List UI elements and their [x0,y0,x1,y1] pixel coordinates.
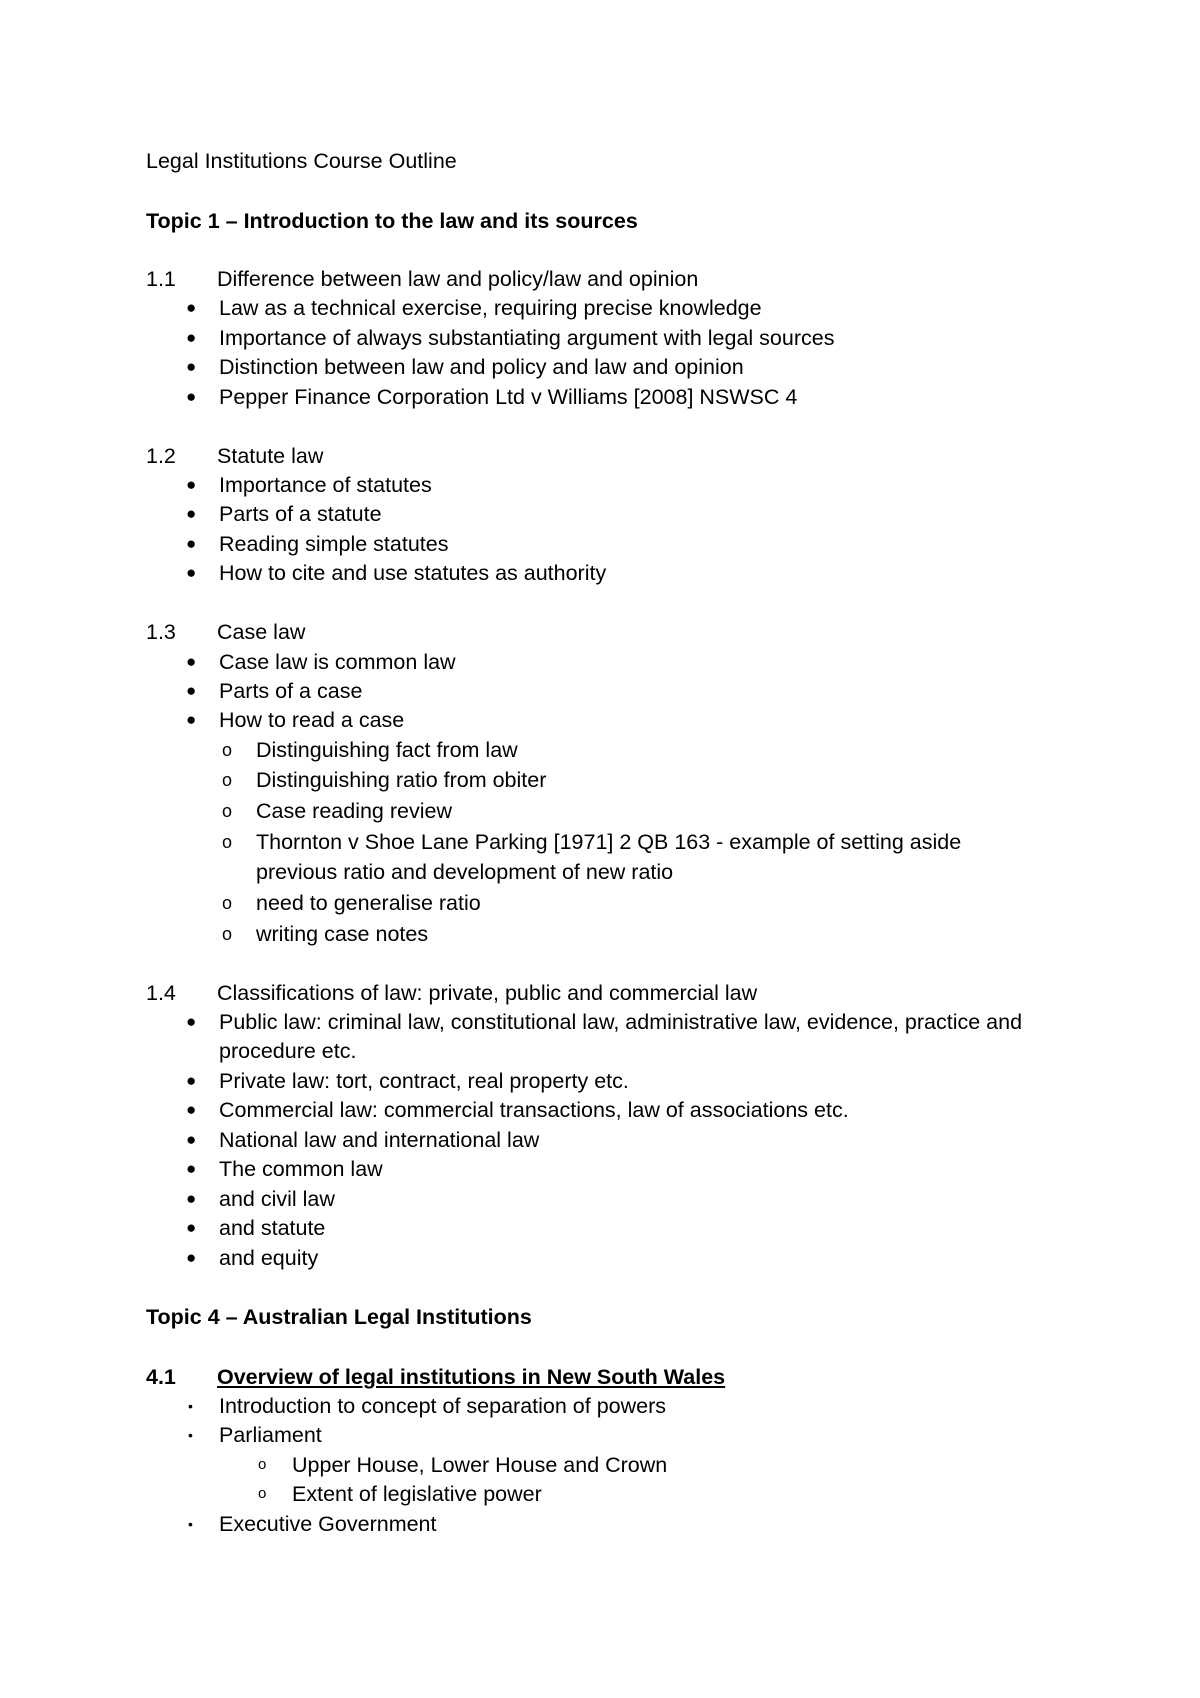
sub-list-item-continuation: previous ratio and development of new ratio [256,860,674,884]
section-4-1-title: Overview of legal institutions in New South Wales [217,1365,726,1389]
topic-4-heading: Topic 4 – Australian Legal Institutions [146,1305,532,1329]
section-1-1-number: 1.1 [146,267,176,291]
bullet-icon: ● [186,357,197,376]
list-item: Importance of statutes [219,473,432,497]
section-4-1-number: 4.1 [146,1365,176,1389]
bullet-icon: ● [186,504,197,523]
bullet-icon: ● [186,298,197,317]
bullet-icon: ● [186,710,197,729]
sub-list-item: Upper House, Lower House and Crown [292,1453,668,1477]
list-item: and equity [219,1246,319,1270]
sub-list-item: writing case notes [256,922,429,946]
list-item: and statute [219,1216,326,1240]
bullet-icon: ● [186,1100,197,1119]
list-item: Executive Government [219,1512,437,1536]
list-item: Distinction between law and policy and law and opinion [219,355,744,379]
document-title: Legal Institutions Course Outline [146,149,457,173]
list-item: National law and international law [219,1128,540,1152]
bullet-icon: • [188,1516,193,1532]
sub-bullet-icon: o [222,740,233,760]
sub-list-item: Distinguishing ratio from obiter [256,768,547,792]
sub-bullet-icon: o [222,832,233,852]
section-1-4-title: Classifications of law: private, public and commercial law [217,981,758,1005]
bullet-icon: ● [186,475,197,494]
bullet-icon: ● [186,1130,197,1149]
list-item: and civil law [219,1187,335,1211]
bullet-icon: ● [186,534,197,553]
list-item: Parts of a statute [219,502,382,526]
bullet-icon: ● [186,1189,197,1208]
bullet-icon: ● [186,563,197,582]
list-item: Parliament [219,1423,322,1447]
list-item: Importance of always substantiating argument with legal sources [219,326,835,350]
list-item: Commercial law: commercial transactions, law of associations etc. [219,1098,849,1122]
section-1-3-title: Case law [217,620,306,644]
sub-bullet-icon: o [258,1485,267,1502]
bullet-icon: • [188,1398,193,1414]
sub-list-item: need to generalise ratio [256,891,481,915]
section-1-4-number: 1.4 [146,981,176,1005]
bullet-icon: ● [186,1218,197,1237]
bullet-icon: ● [186,1248,197,1267]
sub-list-item: Thornton v Shoe Lane Parking [1971] 2 QB 163 - example of setting aside [256,830,962,854]
list-item-continuation: procedure etc. [219,1039,357,1063]
bullet-icon: • [188,1427,193,1443]
sub-list-item: Extent of legislative power [292,1482,542,1506]
list-item: Case law is common law [219,650,456,674]
sub-bullet-icon: o [222,924,233,944]
bullet-icon: ● [186,1071,197,1090]
section-1-1-title: Difference between law and policy/law and opinion [217,267,699,291]
section-1-2-number: 1.2 [146,444,176,468]
list-item: Private law: tort, contract, real property etc. [219,1069,629,1093]
bullet-icon: ● [186,387,197,406]
sub-bullet-icon: o [258,1456,267,1473]
list-item: The common law [219,1157,383,1181]
bullet-icon: ● [186,681,197,700]
bullet-icon: ● [186,328,197,347]
list-item: How to cite and use statutes as authority [219,561,607,585]
list-item: Parts of a case [219,679,363,703]
list-item: Reading simple statutes [219,532,449,556]
bullet-icon: ● [186,1012,197,1031]
sub-list-item: Case reading review [256,799,452,823]
bullet-icon: ● [186,652,197,671]
bullet-icon: ● [186,1159,197,1178]
sub-bullet-icon: o [222,801,233,821]
list-item: Law as a technical exercise, requiring precise knowledge [219,296,762,320]
section-1-3-number: 1.3 [146,620,176,644]
sub-bullet-icon: o [222,770,233,790]
section-1-2-title: Statute law [217,444,324,468]
list-item: Public law: criminal law, constitutional law, administrative law, evidence, practice and [219,1010,1023,1034]
list-item: How to read a case [219,708,405,732]
list-item: Pepper Finance Corporation Ltd v Williams [2008] NSWSC 4 [219,385,798,409]
list-item: Introduction to concept of separation of powers [219,1394,666,1418]
sub-list-item: Distinguishing fact from law [256,738,518,762]
topic-1-heading: Topic 1 – Introduction to the law and its sources [146,209,638,233]
sub-bullet-icon: o [222,893,233,913]
